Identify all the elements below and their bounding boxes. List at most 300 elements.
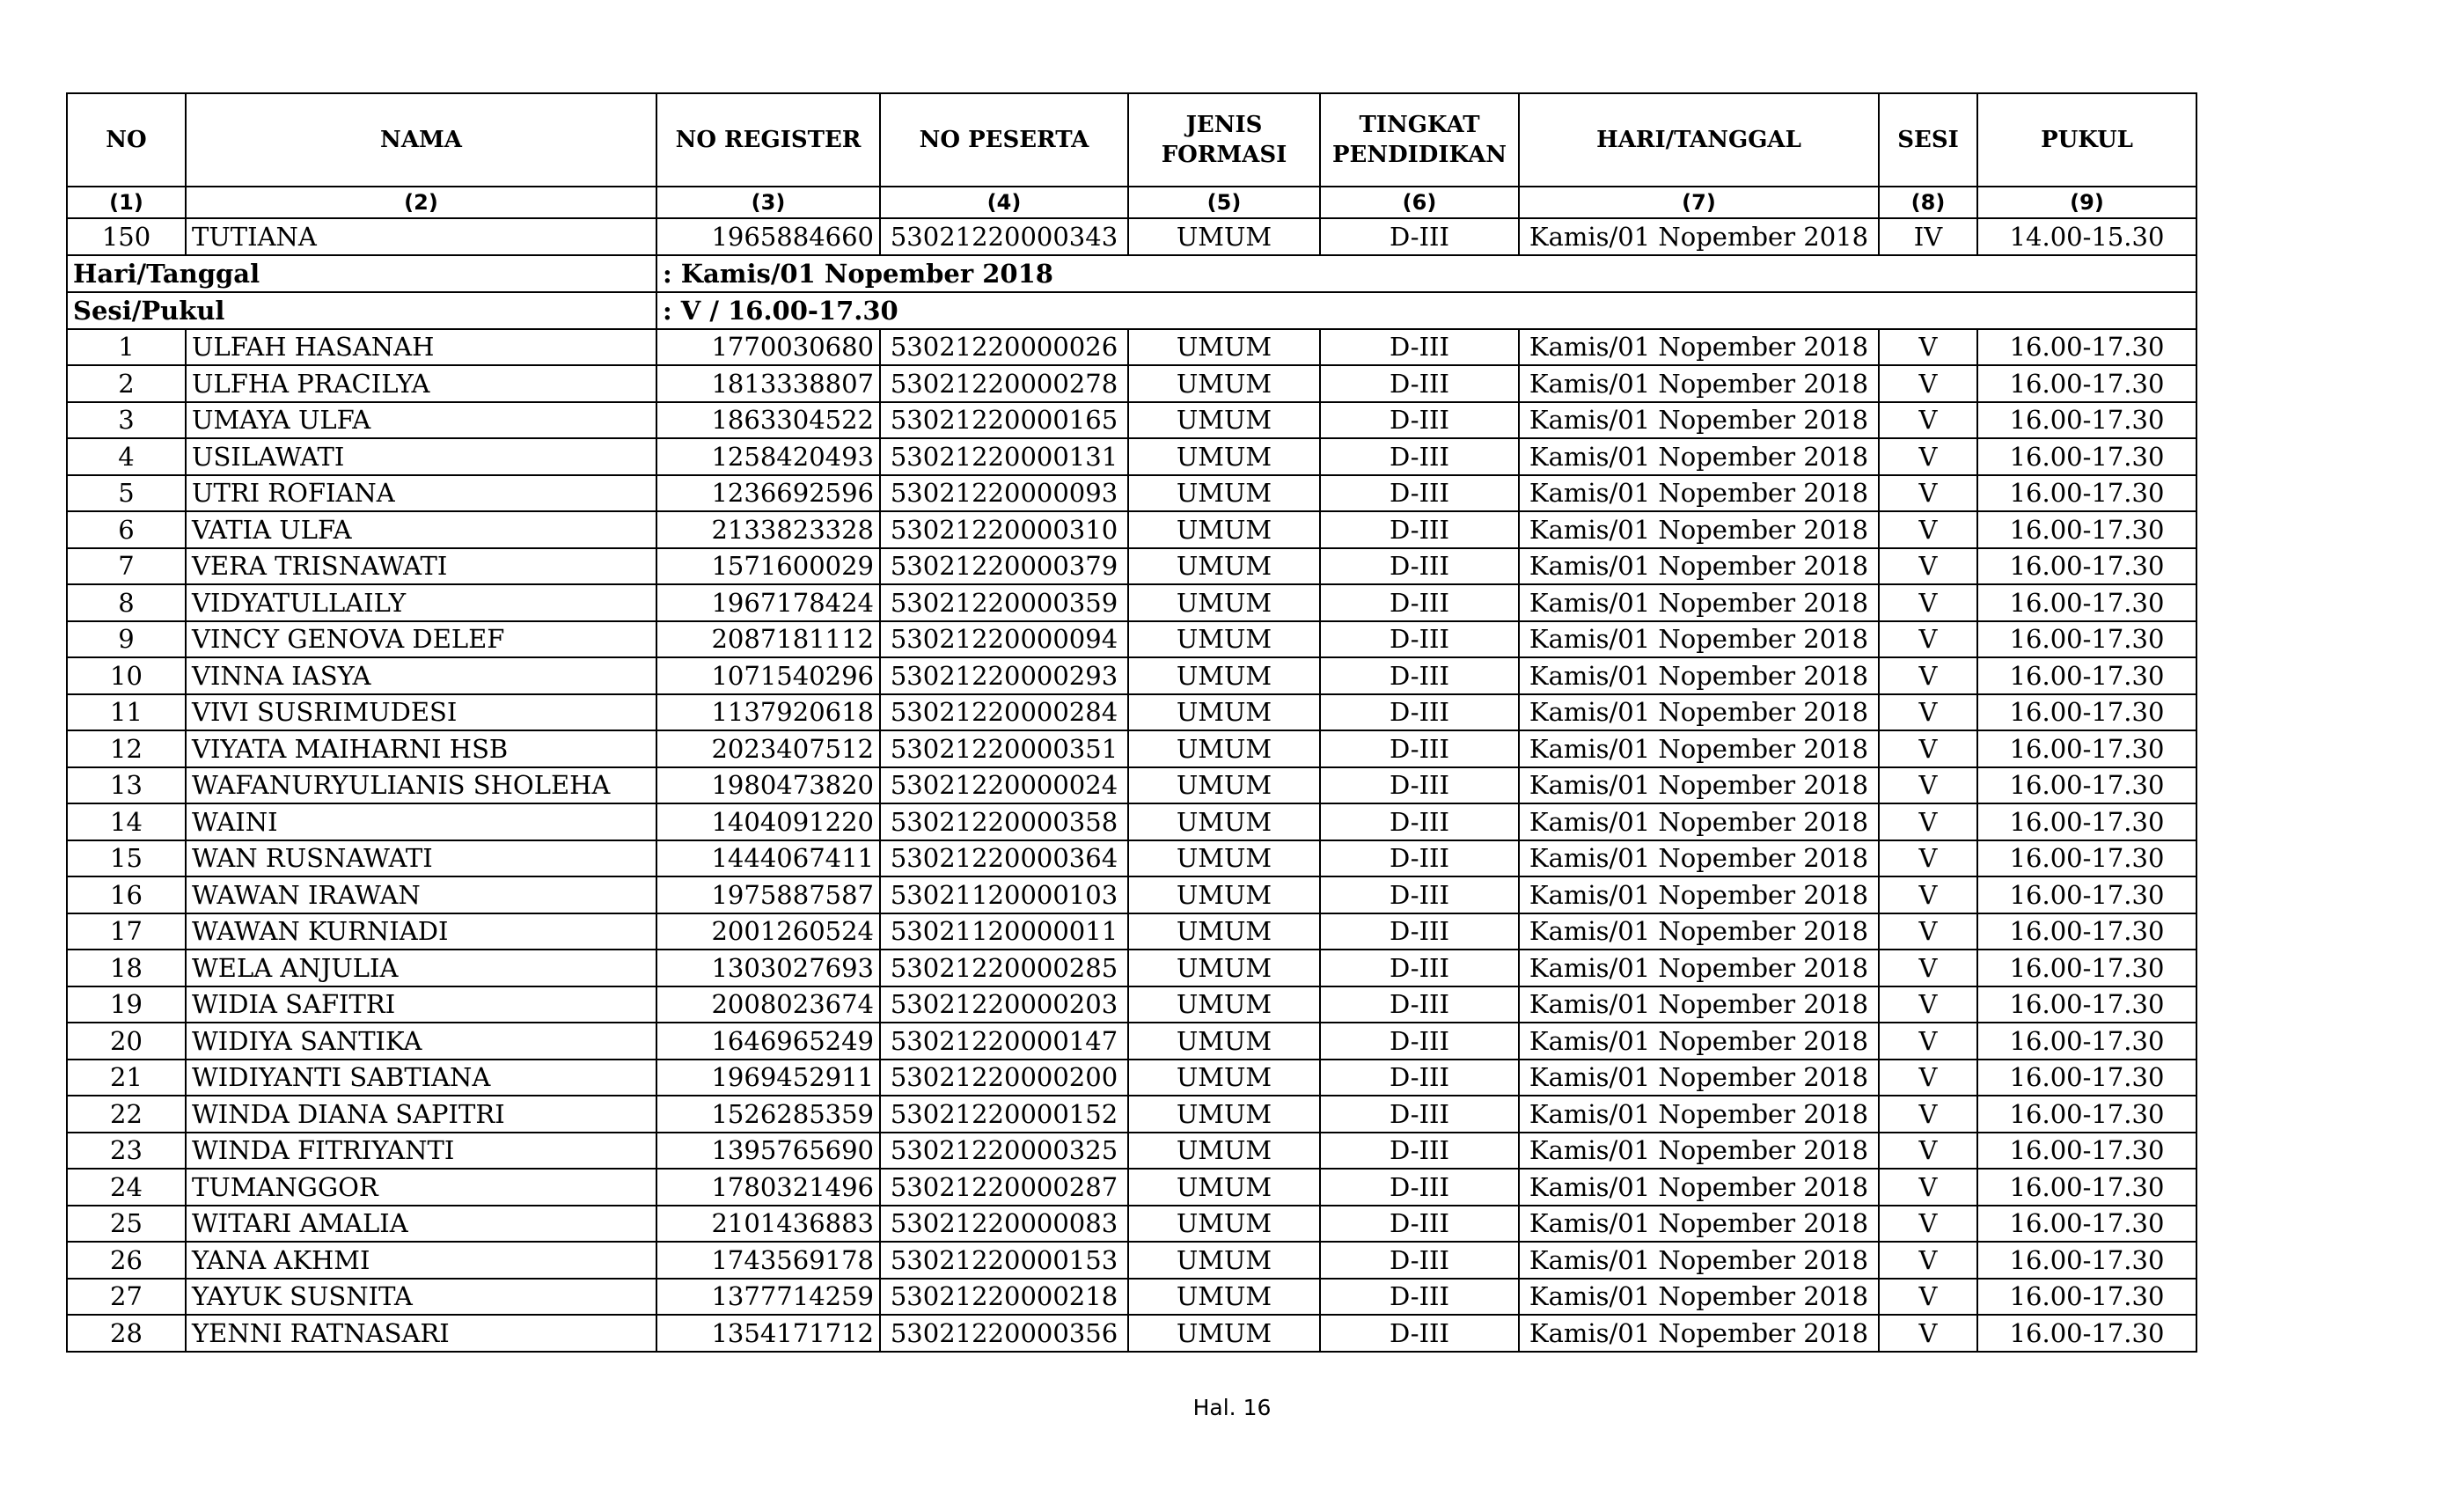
cell-tingkat-pendidikan: D-III — [1320, 621, 1519, 658]
cell-no-peserta: 53021220000218 — [880, 1279, 1128, 1316]
cell-nama: WAWAN IRAWAN — [186, 876, 656, 913]
cell-jenis-formasi: UMUM — [1128, 1206, 1320, 1243]
table-row — [67, 1242, 2196, 1279]
cell-no-peserta: 53021220000147 — [880, 1023, 1128, 1060]
cell-no: 17 — [67, 913, 186, 950]
cell-nama: TUTIANA — [186, 218, 656, 255]
table-row — [67, 803, 2196, 840]
cell-no-peserta: 53021220000153 — [880, 1242, 1128, 1279]
cell-hari-tanggal: Kamis/01 Nopember 2018 — [1519, 1060, 1879, 1096]
cell-no: 6 — [67, 511, 186, 548]
cell-hari-tanggal: Kamis/01 Nopember 2018 — [1519, 840, 1879, 877]
cell-nama: VIDYATULLAILY — [186, 584, 656, 621]
cell-no: 15 — [67, 840, 186, 877]
table-row — [67, 1206, 2196, 1243]
cell-hari-tanggal: Kamis/01 Nopember 2018 — [1519, 986, 1879, 1023]
cell-no-peserta: 53021220000356 — [880, 1315, 1128, 1352]
cell-sesi: V — [1879, 913, 1977, 950]
cell-no-peserta: 53021220000131 — [880, 438, 1128, 475]
cell-no: 20 — [67, 1023, 186, 1060]
cell-no-register: 1813338807 — [656, 365, 880, 402]
cell-jenis-formasi: UMUM — [1128, 1096, 1320, 1133]
cell-pukul: 14.00-15.30 — [1977, 218, 2196, 255]
cell-jenis-formasi: UMUM — [1128, 329, 1320, 366]
cell-no-peserta: 53021120000103 — [880, 876, 1128, 913]
cell-tingkat-pendidikan: D-III — [1320, 1096, 1519, 1133]
column-header-no-peserta — [880, 93, 1128, 187]
cell-tingkat-pendidikan: D-III — [1320, 218, 1519, 255]
cell-sesi: V — [1879, 1169, 1977, 1206]
cell-no: 19 — [67, 986, 186, 1023]
cell-no-register: 1404091220 — [656, 803, 880, 840]
cell-no-register: 1863304522 — [656, 402, 880, 439]
cell-hari-tanggal: Kamis/01 Nopember 2018 — [1519, 767, 1879, 804]
cell-pukul: 16.00-17.30 — [1977, 1169, 2196, 1206]
cell-sesi: V — [1879, 1023, 1977, 1060]
cell-no-peserta: 53021220000343 — [880, 218, 1128, 255]
cell-no-peserta: 53021220000325 — [880, 1133, 1128, 1170]
cell-tingkat-pendidikan: D-III — [1320, 1242, 1519, 1279]
cell-tingkat-pendidikan: D-III — [1320, 402, 1519, 439]
cell-no-register: 2133823328 — [656, 511, 880, 548]
cell-jenis-formasi: UMUM — [1128, 913, 1320, 950]
cell-no-peserta: 53021220000379 — [880, 548, 1128, 585]
cell-nama: WIDIYA SANTIKA — [186, 1023, 656, 1060]
table-row — [67, 657, 2196, 694]
cell-no: 28 — [67, 1315, 186, 1352]
table-row — [67, 1060, 2196, 1096]
cell-no-peserta: 53021220000358 — [880, 803, 1128, 840]
cell-sesi: V — [1879, 475, 1977, 512]
cell-no-peserta: 53021220000293 — [880, 657, 1128, 694]
cell-sesi: V — [1879, 511, 1977, 548]
cell-hari-tanggal: Kamis/01 Nopember 2018 — [1519, 402, 1879, 439]
cell-no-register: 1395765690 — [656, 1133, 880, 1170]
cell-jenis-formasi: UMUM — [1128, 986, 1320, 1023]
cell-no-peserta: 53021220000093 — [880, 475, 1128, 512]
cell-no: 23 — [67, 1133, 186, 1170]
column-number-no: (1) — [67, 187, 186, 218]
cell-nama: USILAWATI — [186, 438, 656, 475]
column-number-sesi: (8) — [1879, 187, 1977, 218]
cell-hari-tanggal: Kamis/01 Nopember 2018 — [1519, 365, 1879, 402]
cell-hari-tanggal: Kamis/01 Nopember 2018 — [1519, 1315, 1879, 1352]
column-number-nama: (2) — [186, 187, 656, 218]
cell-no: 21 — [67, 1060, 186, 1096]
cell-sesi: V — [1879, 767, 1977, 804]
cell-nama: WAINI — [186, 803, 656, 840]
cell-sesi: V — [1879, 657, 1977, 694]
cell-hari-tanggal: Kamis/01 Nopember 2018 — [1519, 1133, 1879, 1170]
cell-tingkat-pendidikan: D-III — [1320, 986, 1519, 1023]
cell-no-peserta: 53021220000094 — [880, 621, 1128, 658]
cell-no: 5 — [67, 475, 186, 512]
table-row — [67, 329, 2196, 366]
cell-nama: ULFHA PRACILYA — [186, 365, 656, 402]
cell-no: 8 — [67, 584, 186, 621]
cell-tingkat-pendidikan: D-III — [1320, 913, 1519, 950]
cell-pukul: 16.00-17.30 — [1977, 1023, 2196, 1060]
column-number-jenis-formasi: (5) — [1128, 187, 1320, 218]
session-day-row — [67, 255, 2196, 292]
cell-no-register: 2023407512 — [656, 730, 880, 767]
table-row — [67, 621, 2196, 658]
cell-no-peserta: 53021220000083 — [880, 1206, 1128, 1243]
cell-tingkat-pendidikan: D-III — [1320, 548, 1519, 585]
cell-no-register: 1236692596 — [656, 475, 880, 512]
column-header-line: PUKUL — [2041, 127, 2133, 153]
cell-tingkat-pendidikan: D-III — [1320, 767, 1519, 804]
cell-hari-tanggal: Kamis/01 Nopember 2018 — [1519, 694, 1879, 731]
cell-sesi: V — [1879, 584, 1977, 621]
cell-sesi: V — [1879, 730, 1977, 767]
cell-pukul: 16.00-17.30 — [1977, 1060, 2196, 1096]
table-row — [67, 1023, 2196, 1060]
cell-hari-tanggal: Kamis/01 Nopember 2018 — [1519, 548, 1879, 585]
column-number-row — [67, 187, 2196, 218]
cell-nama: WAFANURYULIANIS SHOLEHA — [186, 767, 656, 804]
cell-nama: YANA AKHMI — [186, 1242, 656, 1279]
cell-hari-tanggal: Kamis/01 Nopember 2018 — [1519, 876, 1879, 913]
column-number-no-peserta: (4) — [880, 187, 1128, 218]
cell-nama: WINDA FITRIYANTI — [186, 1133, 656, 1170]
cell-nama: WITARI AMALIA — [186, 1206, 656, 1243]
cell-hari-tanggal: Kamis/01 Nopember 2018 — [1519, 621, 1879, 658]
column-number-no-register: (3) — [656, 187, 880, 218]
cell-jenis-formasi: UMUM — [1128, 218, 1320, 255]
cell-no-register: 1071540296 — [656, 657, 880, 694]
cell-hari-tanggal: Kamis/01 Nopember 2018 — [1519, 329, 1879, 366]
cell-pukul: 16.00-17.30 — [1977, 1279, 2196, 1316]
session-day-value: : Kamis/01 Nopember 2018 — [656, 255, 2196, 292]
table-row — [67, 1315, 2196, 1352]
cell-no-peserta: 53021220000278 — [880, 365, 1128, 402]
cell-no-peserta: 53021220000351 — [880, 730, 1128, 767]
cell-sesi: V — [1879, 694, 1977, 731]
table-body — [67, 218, 2196, 1352]
cell-no: 25 — [67, 1206, 186, 1243]
cell-no: 16 — [67, 876, 186, 913]
table-row — [67, 584, 2196, 621]
cell-hari-tanggal: Kamis/01 Nopember 2018 — [1519, 950, 1879, 986]
cell-no: 10 — [67, 657, 186, 694]
cell-no-register: 2087181112 — [656, 621, 880, 658]
cell-no-peserta: 53021220000200 — [880, 1060, 1128, 1096]
table-row — [67, 365, 2196, 402]
cell-tingkat-pendidikan: D-III — [1320, 365, 1519, 402]
cell-nama: VATIA ULFA — [186, 511, 656, 548]
cell-pukul: 16.00-17.30 — [1977, 986, 2196, 1023]
cell-tingkat-pendidikan: D-III — [1320, 730, 1519, 767]
cell-jenis-formasi: UMUM — [1128, 621, 1320, 658]
cell-pukul: 16.00-17.30 — [1977, 913, 2196, 950]
cell-nama: WIDIA SAFITRI — [186, 986, 656, 1023]
cell-hari-tanggal: Kamis/01 Nopember 2018 — [1519, 730, 1879, 767]
schedule-table — [66, 92, 2197, 1353]
cell-tingkat-pendidikan: D-III — [1320, 840, 1519, 877]
cell-hari-tanggal: Kamis/01 Nopember 2018 — [1519, 1242, 1879, 1279]
cell-hari-tanggal: Kamis/01 Nopember 2018 — [1519, 511, 1879, 548]
cell-tingkat-pendidikan: D-III — [1320, 438, 1519, 475]
cell-no-peserta: 53021220000026 — [880, 329, 1128, 366]
cell-nama: YAYUK SUSNITA — [186, 1279, 656, 1316]
cell-pukul: 16.00-17.30 — [1977, 1206, 2196, 1243]
cell-no-peserta: 53021220000364 — [880, 840, 1128, 877]
session-time-row — [67, 292, 2196, 329]
cell-jenis-formasi: UMUM — [1128, 1133, 1320, 1170]
cell-no-register: 1965884660 — [656, 218, 880, 255]
column-header-no — [67, 93, 186, 187]
cell-sesi: V — [1879, 1096, 1977, 1133]
table-row — [67, 511, 2196, 548]
cell-no-register: 1377714259 — [656, 1279, 880, 1316]
cell-no: 12 — [67, 730, 186, 767]
cell-no: 11 — [67, 694, 186, 731]
cell-tingkat-pendidikan: D-III — [1320, 1279, 1519, 1316]
cell-no-peserta: 53021220000152 — [880, 1096, 1128, 1133]
cell-no: 13 — [67, 767, 186, 804]
cell-no-register: 1743569178 — [656, 1242, 880, 1279]
cell-tingkat-pendidikan: D-III — [1320, 1023, 1519, 1060]
cell-jenis-formasi: UMUM — [1128, 402, 1320, 439]
cell-tingkat-pendidikan: D-III — [1320, 1133, 1519, 1170]
cell-no: 24 — [67, 1169, 186, 1206]
cell-sesi: V — [1879, 986, 1977, 1023]
cell-no-register: 1137920618 — [656, 694, 880, 731]
table-row — [67, 986, 2196, 1023]
cell-tingkat-pendidikan: D-III — [1320, 475, 1519, 512]
cell-jenis-formasi: UMUM — [1128, 511, 1320, 548]
cell-pukul: 16.00-17.30 — [1977, 1133, 2196, 1170]
table-row — [67, 438, 2196, 475]
cell-nama: VIYATA MAIHARNI HSB — [186, 730, 656, 767]
session-time-value: : V / 16.00-17.30 — [656, 292, 2196, 329]
cell-tingkat-pendidikan: D-III — [1320, 657, 1519, 694]
session-time-label: Sesi/Pukul — [67, 292, 656, 329]
cell-jenis-formasi: UMUM — [1128, 876, 1320, 913]
cell-sesi: V — [1879, 803, 1977, 840]
cell-hari-tanggal: Kamis/01 Nopember 2018 — [1519, 1023, 1879, 1060]
cell-no-register: 2001260524 — [656, 913, 880, 950]
cell-pukul: 16.00-17.30 — [1977, 365, 2196, 402]
cell-no: 3 — [67, 402, 186, 439]
cell-pukul: 16.00-17.30 — [1977, 1242, 2196, 1279]
cell-jenis-formasi: UMUM — [1128, 767, 1320, 804]
cell-no-register: 1967178424 — [656, 584, 880, 621]
cell-no-register: 1780321496 — [656, 1169, 880, 1206]
cell-pukul: 16.00-17.30 — [1977, 730, 2196, 767]
cell-nama: WAWAN KURNIADI — [186, 913, 656, 950]
column-header-pukul — [1977, 93, 2196, 187]
cell-hari-tanggal: Kamis/01 Nopember 2018 — [1519, 803, 1879, 840]
cell-pukul: 16.00-17.30 — [1977, 584, 2196, 621]
cell-no-register: 1770030680 — [656, 329, 880, 366]
cell-sesi: V — [1879, 329, 1977, 366]
column-header-line: HARI/TANGGAL — [1596, 127, 1801, 153]
cell-hari-tanggal: Kamis/01 Nopember 2018 — [1519, 438, 1879, 475]
cell-pukul: 16.00-17.30 — [1977, 657, 2196, 694]
cell-no-register: 1258420493 — [656, 438, 880, 475]
cell-no: 27 — [67, 1279, 186, 1316]
table-row — [67, 913, 2196, 950]
cell-pukul: 16.00-17.30 — [1977, 767, 2196, 804]
table-row — [67, 1096, 2196, 1133]
cell-sesi: V — [1879, 621, 1977, 658]
table-row — [67, 730, 2196, 767]
column-header-line: TINGKAT — [1359, 112, 1480, 138]
cell-no: 150 — [67, 218, 186, 255]
cell-sesi: V — [1879, 548, 1977, 585]
cell-hari-tanggal: Kamis/01 Nopember 2018 — [1519, 1279, 1879, 1316]
cell-pukul: 16.00-17.30 — [1977, 840, 2196, 877]
cell-sesi: V — [1879, 1206, 1977, 1243]
cell-jenis-formasi: UMUM — [1128, 1315, 1320, 1352]
cell-no-peserta: 53021220000203 — [880, 986, 1128, 1023]
cell-no: 26 — [67, 1242, 186, 1279]
cell-no-register: 1354171712 — [656, 1315, 880, 1352]
column-header-tingkat-pendidikan — [1320, 93, 1519, 187]
cell-jenis-formasi: UMUM — [1128, 730, 1320, 767]
cell-nama: VIVI SUSRIMUDESI — [186, 694, 656, 731]
cell-no-peserta: 53021120000011 — [880, 913, 1128, 950]
column-number-hari-tanggal: (7) — [1519, 187, 1879, 218]
cell-jenis-formasi: UMUM — [1128, 840, 1320, 877]
cell-jenis-formasi: UMUM — [1128, 1023, 1320, 1060]
cell-pukul: 16.00-17.30 — [1977, 694, 2196, 731]
cell-sesi: V — [1879, 1133, 1977, 1170]
cell-sesi: V — [1879, 1279, 1977, 1316]
column-header-line: FORMASI — [1161, 142, 1287, 168]
cell-no: 9 — [67, 621, 186, 658]
cell-jenis-formasi: UMUM — [1128, 657, 1320, 694]
cell-no: 14 — [67, 803, 186, 840]
cell-tingkat-pendidikan: D-III — [1320, 1060, 1519, 1096]
cell-tingkat-pendidikan: D-III — [1320, 694, 1519, 731]
cell-pukul: 16.00-17.30 — [1977, 950, 2196, 986]
column-number-tingkat-pendidikan: (6) — [1320, 187, 1519, 218]
column-header-line: SESI — [1897, 127, 1959, 153]
cell-jenis-formasi: UMUM — [1128, 694, 1320, 731]
cell-jenis-formasi: UMUM — [1128, 1242, 1320, 1279]
cell-no-peserta: 53021220000285 — [880, 950, 1128, 986]
cell-no: 22 — [67, 1096, 186, 1133]
cell-pukul: 16.00-17.30 — [1977, 1315, 2196, 1352]
cell-no: 4 — [67, 438, 186, 475]
cell-tingkat-pendidikan: D-III — [1320, 950, 1519, 986]
cell-nama: VINNA IASYA — [186, 657, 656, 694]
cell-jenis-formasi: UMUM — [1128, 475, 1320, 512]
cell-nama: WELA ANJULIA — [186, 950, 656, 986]
table-row — [67, 1279, 2196, 1316]
cell-tingkat-pendidikan: D-III — [1320, 511, 1519, 548]
session-day-label: Hari/Tanggal — [67, 255, 656, 292]
column-header-line: PENDIDIKAN — [1331, 142, 1507, 168]
cell-nama: WINDA DIANA SAPITRI — [186, 1096, 656, 1133]
column-header-line: NO REGISTER — [675, 127, 862, 153]
cell-nama: VERA TRISNAWATI — [186, 548, 656, 585]
cell-nama: WAN RUSNAWATI — [186, 840, 656, 877]
cell-hari-tanggal: Kamis/01 Nopember 2018 — [1519, 218, 1879, 255]
column-header-hari-tanggal — [1519, 93, 1879, 187]
cell-sesi: V — [1879, 840, 1977, 877]
cell-no-peserta: 53021220000359 — [880, 584, 1128, 621]
cell-no: 7 — [67, 548, 186, 585]
table-row — [67, 694, 2196, 731]
cell-no: 1 — [67, 329, 186, 366]
cell-no-register: 1969452911 — [656, 1060, 880, 1096]
cell-jenis-formasi: UMUM — [1128, 548, 1320, 585]
cell-jenis-formasi: UMUM — [1128, 1060, 1320, 1096]
cell-no-register: 1571600029 — [656, 548, 880, 585]
cell-no-peserta: 53021220000165 — [880, 402, 1128, 439]
cell-jenis-formasi: UMUM — [1128, 1169, 1320, 1206]
cell-no-register: 2101436883 — [656, 1206, 880, 1243]
column-header-line: JENIS — [1185, 112, 1263, 138]
cell-pukul: 16.00-17.30 — [1977, 876, 2196, 913]
cell-hari-tanggal: Kamis/01 Nopember 2018 — [1519, 913, 1879, 950]
cell-no: 2 — [67, 365, 186, 402]
cell-sesi: IV — [1879, 218, 1977, 255]
table-row — [67, 840, 2196, 877]
cell-tingkat-pendidikan: D-III — [1320, 1169, 1519, 1206]
table-row — [67, 950, 2196, 986]
cell-pukul: 16.00-17.30 — [1977, 621, 2196, 658]
cell-pukul: 16.00-17.30 — [1977, 1096, 2196, 1133]
column-header-nama — [186, 93, 656, 187]
cell-no: 18 — [67, 950, 186, 986]
cell-sesi: V — [1879, 1060, 1977, 1096]
cell-pukul: 16.00-17.30 — [1977, 475, 2196, 512]
cell-nama: WIDIYANTI SABTIANA — [186, 1060, 656, 1096]
cell-tingkat-pendidikan: D-III — [1320, 1206, 1519, 1243]
cell-pukul: 16.00-17.30 — [1977, 803, 2196, 840]
table-row — [67, 1133, 2196, 1170]
cell-jenis-formasi: UMUM — [1128, 803, 1320, 840]
cell-tingkat-pendidikan: D-III — [1320, 876, 1519, 913]
cell-no-register: 1444067411 — [656, 840, 880, 877]
cell-no-register: 1646965249 — [656, 1023, 880, 1060]
header-row — [67, 93, 2196, 187]
cell-nama: YENNI RATNASARI — [186, 1315, 656, 1352]
cell-pukul: 16.00-17.30 — [1977, 438, 2196, 475]
cell-no-register: 1526285359 — [656, 1096, 880, 1133]
column-header-no-register — [656, 93, 880, 187]
cell-hari-tanggal: Kamis/01 Nopember 2018 — [1519, 1096, 1879, 1133]
column-header-sesi — [1879, 93, 1977, 187]
cell-sesi: V — [1879, 402, 1977, 439]
cell-hari-tanggal: Kamis/01 Nopember 2018 — [1519, 475, 1879, 512]
cell-no-peserta: 53021220000024 — [880, 767, 1128, 804]
cell-no-register: 2008023674 — [656, 986, 880, 1023]
cell-no-peserta: 53021220000284 — [880, 694, 1128, 731]
page-number: Hal. 16 — [1192, 1395, 1272, 1420]
cell-sesi: V — [1879, 950, 1977, 986]
cell-tingkat-pendidikan: D-III — [1320, 1315, 1519, 1352]
table-row — [67, 548, 2196, 585]
cell-sesi: V — [1879, 876, 1977, 913]
cell-jenis-formasi: UMUM — [1128, 365, 1320, 402]
cell-sesi: V — [1879, 365, 1977, 402]
cell-no-peserta: 53021220000287 — [880, 1169, 1128, 1206]
table-row-previous-session — [67, 218, 2196, 255]
cell-hari-tanggal: Kamis/01 Nopember 2018 — [1519, 1169, 1879, 1206]
cell-hari-tanggal: Kamis/01 Nopember 2018 — [1519, 657, 1879, 694]
column-header-line: NAMA — [380, 127, 462, 153]
cell-jenis-formasi: UMUM — [1128, 1279, 1320, 1316]
cell-pukul: 16.00-17.30 — [1977, 511, 2196, 548]
cell-jenis-formasi: UMUM — [1128, 950, 1320, 986]
table-row — [67, 876, 2196, 913]
